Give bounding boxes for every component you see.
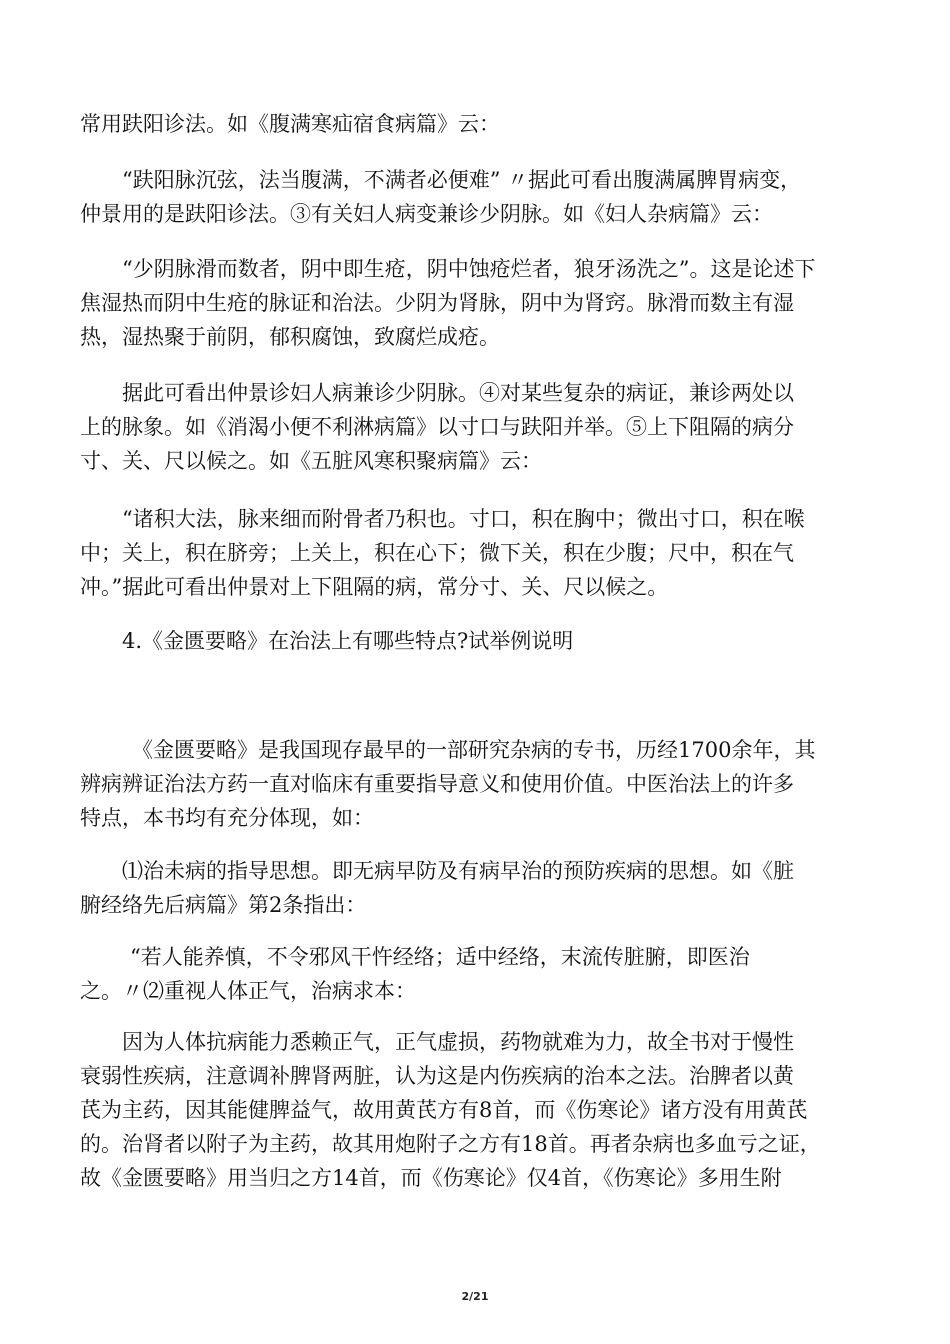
paragraph-3 [80, 252, 870, 354]
text-line: 冲。”据此可看出仲景对上下阻隔的病，常分寸、关、尺以候之。 [80, 575, 669, 599]
paragraph-6 [80, 733, 870, 835]
text-line: “诸积大法，脉来细而附骨者乃积也。寸口，积在胸中；微出寸口，积在喉 [122, 507, 805, 531]
text-line: “趺阳脉沉弦，法当腹满，不满者必便难” 〃据此可看出腹满属脾胃病变， [122, 168, 802, 192]
paragraph-8 [80, 940, 870, 1008]
paragraph-2 [80, 163, 870, 231]
text-line: 辨病辨证治法方药一直对临床有重要指导意义和使用价值。中医治法上的许多 [80, 772, 794, 796]
text-line: 焦湿热而阴中生疮的脉证和治法。少阴为肾脉，阴中为肾窍。脉滑而数主有湿 [80, 291, 794, 315]
text-line: 芪为主药，因其能健脾益气，故用黄芪方有8首，而《伤寒论》诸方没有用黄芪 [80, 1098, 808, 1122]
paragraph-9 [80, 1025, 870, 1195]
paragraph-5 [80, 502, 870, 604]
text-line: 衰弱性疾病，注意调补脾肾两脏，认为这是内伤疾病的治本之法。治脾者以黄 [80, 1064, 794, 1088]
text-line: 之。〃⑵重视人体正气，治病求本： [80, 979, 416, 1003]
text-line: ⑴治未病的指导思想。即无病早防及有病早治的预防疾病的思想。如《脏 [122, 859, 794, 883]
text-line: 热，湿热聚于前阴，郁积腐蚀，致腐烂成疮。 [80, 325, 500, 349]
text-line: 特点，本书均有充分体现，如： [80, 806, 374, 830]
text-line: “少阴脉滑而数者，阴中即生疮，阴中蚀疮烂者，狼牙汤洗之”。这是论述下 [122, 257, 816, 281]
text-line: “若人能养慎，不令邪风干忤经络；适中经络，末流传脏腑，即医治 [130, 945, 750, 969]
text-line: 上的脉象。如《消渴小便不利淋病篇》以寸口与趺阳并举。⑤上下阻隔的病分 [80, 415, 794, 439]
text-line: 4.《金匮要略》在治法上有哪些特点?试举例说明 [122, 629, 574, 653]
text-line: 仲景用的是趺阳诊法。③有关妇人病变兼诊少阴脉。如《妇人杂病篇》云： [80, 202, 773, 226]
text-line: 据此可看出仲景诊妇人病兼诊少阴脉。④对某些复杂的病证，兼诊两处以 [122, 381, 794, 405]
page-number: 2/21 [461, 1290, 489, 1303]
text-line: 腑经络先后病篇》第2条指出： [80, 893, 367, 917]
paragraph-7 [80, 854, 870, 922]
text-line: 常用趺阳诊法。如《腹满寒疝宿食病篇》云： [80, 112, 500, 136]
text-line: 中；关上，积在脐旁；上关上，积在心下；微下关，积在少腹；尺中，积在气 [80, 541, 794, 565]
paragraph-1 [80, 107, 870, 141]
paragraph-4 [80, 376, 870, 478]
text-line: 故《金匮要略》用当归之方14首，而《伤寒论》仅4首，《伤寒论》多用生附 [80, 1166, 782, 1190]
question-heading [80, 624, 870, 658]
text-line: 寸、关、尺以候之。如《五脏风寒积聚病篇》云： [80, 449, 542, 473]
text-line: 《金匮要略》是我国现存最早的一部研究杂病的专书，历经1700余年，其 [132, 738, 816, 762]
text-line: 因为人体抗病能力悉赖正气，正气虚损，药物就难为力，故全书对于慢性 [122, 1030, 794, 1054]
text-line: 的。治肾者以附子为主药，故其用炮附子之方有18首。再者杂病也多血亏之证， [80, 1132, 821, 1156]
